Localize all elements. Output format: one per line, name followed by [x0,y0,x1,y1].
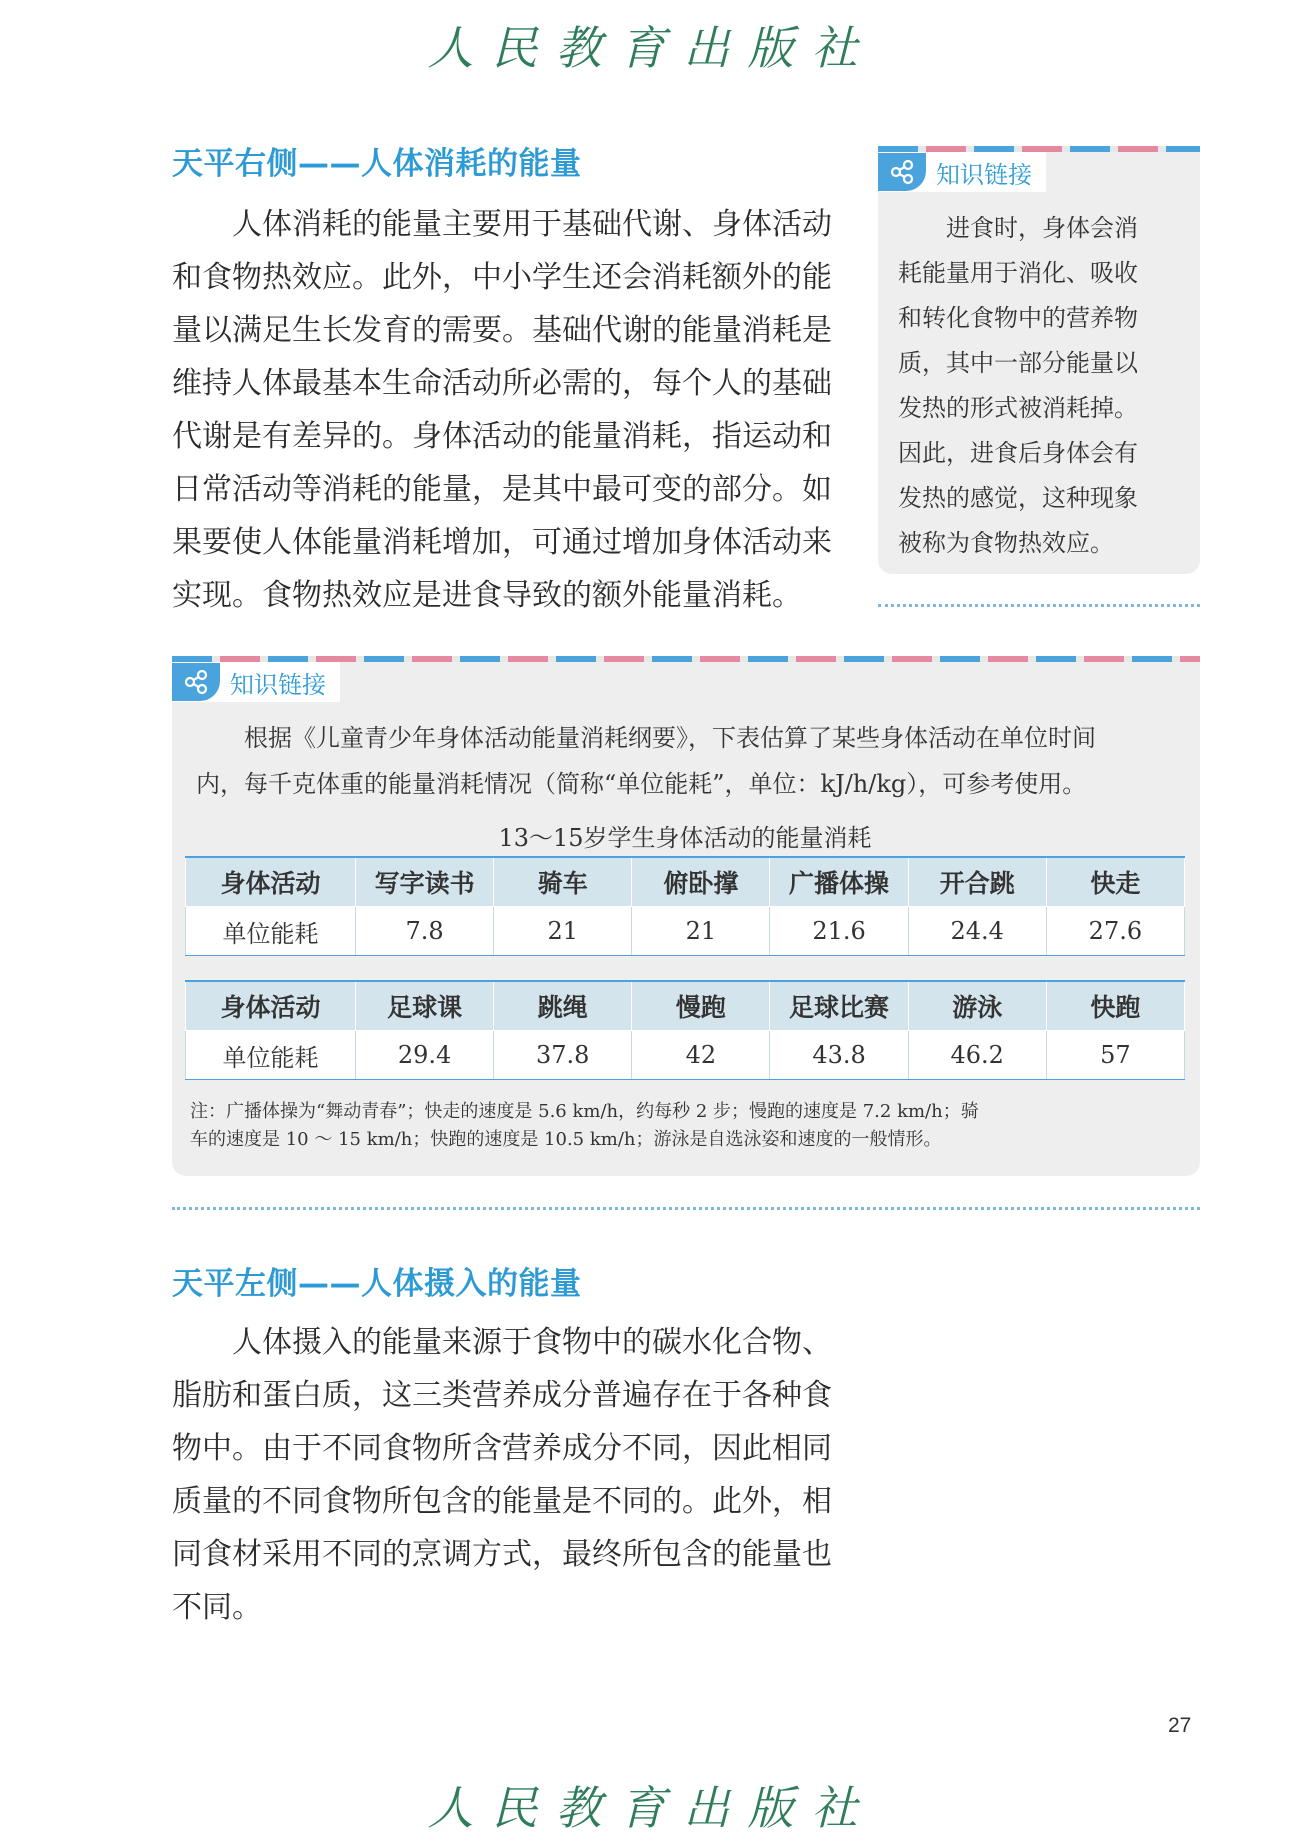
table-header-row [186,857,1185,907]
table-cell: 43.8 [770,1031,908,1080]
paragraph-line: 代谢是有差异的。身体活动的能量消耗，指运动和 [172,419,832,454]
page-number: 27 [1168,1714,1192,1737]
paragraph-line: 同食材采用不同的烹调方式，最终所包含的能量也 [172,1537,832,1572]
table-row [186,907,1185,956]
publisher-watermark-top: 人民教育出版社 [427,21,876,75]
table-cell: 46.2 [908,1031,1046,1080]
sidebar-line: 因此，进食后身体会有 [898,439,1138,467]
table-cell: 27.6 [1046,907,1184,956]
paragraph-line: 物中。由于不同食物所含营养成分不同，因此相同 [172,1431,832,1466]
table-cell: 单位能耗 [186,907,356,956]
table-header-cell: 开合跳 [908,857,1046,907]
paragraph-line: 日常活动等消耗的能量，是其中最可变的部分。如 [172,472,832,507]
table-cell: 24.4 [908,907,1046,956]
table-header-cell: 俯卧撑 [632,857,770,907]
table-header-row [186,981,1185,1031]
sidebar-line: 耗能量用于消化、吸收 [898,259,1138,287]
table-header-cell: 快走 [1046,857,1184,907]
table-header-cell: 快跑 [1046,981,1184,1031]
paragraph-line: 实现。食物热效应是进食导致的额外能量消耗。 [172,578,802,613]
paragraph-line: 质量的不同食物所包含的能量是不同的。此外，相 [172,1484,832,1519]
sidebar-line: 和转化食物中的营养物 [898,304,1138,332]
paragraph-line: 果要使人体能量消耗增加，可通过增加身体活动来 [172,525,832,560]
table-header-cell: 足球比赛 [770,981,908,1031]
intro-line: 根据《儿童青少年身体活动能量消耗纲要》，下表估算了某些身体活动在单位时间 [196,724,1096,752]
paragraph-line: 量以满足生长发育的需要。基础代谢的能量消耗是 [172,313,832,348]
section-paragraph-energy-consumed [172,198,844,622]
table-header-cell: 写字读书 [356,857,494,907]
table-row [186,1031,1185,1080]
paragraph-line: 不同。 [172,1590,262,1625]
table-note [190,1098,1190,1154]
table-cell: 57 [1046,1031,1184,1080]
table-header-cell: 身体活动 [186,981,356,1031]
sidebar-line: 被称为食物热效应。 [898,529,1114,557]
paragraph-line: 维持人体最基本生命活动所必需的，每个人的基础 [172,366,832,401]
table-cell: 21 [494,907,632,956]
table-header-cell: 身体活动 [186,857,356,907]
note-line: 车的速度是 10 ～ 15 km/h；快跑的速度是 10.5 km/h；游泳是自选泳姿和速度的一般情形。 [190,1129,942,1150]
knowledge-link-tab [172,662,340,702]
share-icon [878,153,926,191]
note-line: 注：广播体操为“舞动青春”；快走的速度是 5.6 km/h，约每秒 2 步；慢跑的速度是 7.2 km/h；骑 [190,1101,979,1122]
table-header-cell: 足球课 [356,981,494,1031]
share-icon [172,663,220,701]
paragraph-line: 人体摄入的能量来源于食物中的碳水化合物、 [172,1325,832,1360]
knowledge-link-tab [878,152,1046,192]
publisher-watermark-bottom: 人民教育出版社 [427,1781,876,1835]
dotted-divider [172,1207,1200,1210]
table-caption: 13～15岁学生身体活动的能量消耗 [498,824,872,852]
sidebar-knowledge-text [898,206,1138,566]
paragraph-line: 人体消耗的能量主要用于基础代谢、身体活动 [172,207,832,242]
knowledge-link-label: 知识链接 [936,160,1032,189]
sidebar-line: 发热的感觉，这种现象 [898,484,1138,512]
knowledge-link-label: 知识链接 [230,670,326,699]
table-header-cell: 游泳 [908,981,1046,1031]
table-cell: 单位能耗 [186,1031,356,1080]
table-intro-text [196,715,1096,807]
table-header-cell: 广播体操 [770,857,908,907]
section-heading-energy-intake: 天平左侧——人体摄入的能量 [172,1266,582,1302]
sidebar-line: 进食时，身体会消 [898,214,1138,242]
table-cell: 29.4 [356,1031,494,1080]
energy-table-1 [185,856,1185,956]
intro-line: 内，每千克体重的能量消耗情况（简称“单位能耗”，单位：kJ/h/kg），可参考使用。 [196,770,1087,798]
table-cell: 7.8 [356,907,494,956]
sidebar-line: 发热的形式被消耗掉。 [898,394,1138,422]
paragraph-line: 和食物热效应。此外，中小学生还会消耗额外的能 [172,260,832,295]
table-cell: 37.8 [494,1031,632,1080]
section-paragraph-energy-intake [172,1316,844,1634]
energy-table-2 [185,980,1185,1080]
section-heading-energy-consumed: 天平右侧——人体消耗的能量 [172,146,582,182]
dotted-divider [878,604,1200,607]
table-header-cell: 跳绳 [494,981,632,1031]
table-cell: 42 [632,1031,770,1080]
table-header-cell: 骑车 [494,857,632,907]
table-cell: 21.6 [770,907,908,956]
table-cell: 21 [632,907,770,956]
sidebar-line: 质，其中一部分能量以 [898,349,1138,377]
sidebar-knowledge-link-box [878,146,1200,574]
table-header-cell: 慢跑 [632,981,770,1031]
paragraph-line: 脂肪和蛋白质，这三类营养成分普遍存在于各种食 [172,1378,832,1413]
